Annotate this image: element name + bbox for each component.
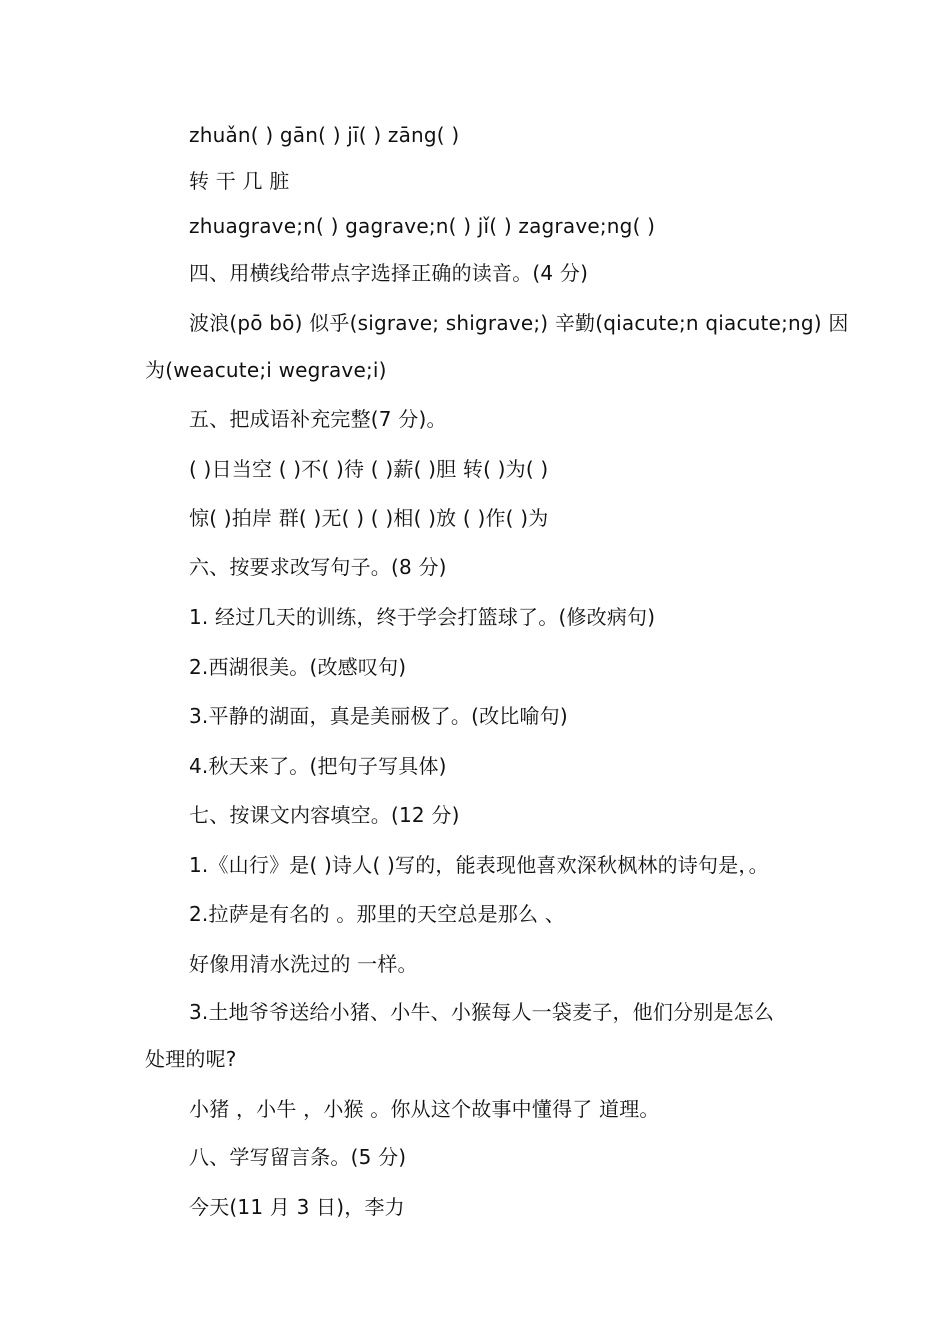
idiom-line-2: 惊( )拍岸 群( )无( ) ( )相( )放 ( )作( )为 bbox=[189, 506, 549, 530]
characters-line: 转 干 几 脏 bbox=[189, 169, 290, 193]
section-8-heading: 八、学写留言条。(5 分) bbox=[189, 1145, 407, 1169]
fill-item-1: 1.《山行》是( )诗人( )写的，能表现他喜欢深秋枫林的诗句是，。 bbox=[189, 853, 769, 877]
section-4-text-1: 波浪(pō bō) 似乎(sigrave; shigrave;) 辛勤(qiacute;n qiacute;ng) 因 bbox=[189, 311, 849, 335]
rewrite-item-3: 3.平静的湖面，真是美丽极了。(改比喻句) bbox=[189, 704, 568, 728]
fill-item-2: 2.拉萨是有名的 。那里的天空总是那么 、 bbox=[189, 902, 565, 926]
rewrite-item-2: 2.西湖很美。(改感叹句) bbox=[189, 655, 407, 679]
idiom-line-1: ( )日当空 ( )不( )待 ( )薪( )胆 转( )为( ) bbox=[189, 457, 549, 481]
fill-item-2-cont: 好像用清水洗过的 一样。 bbox=[189, 952, 418, 976]
section-4-text-2: 为(weacute;i wegrave;i) bbox=[145, 358, 387, 382]
section-5-heading: 五、把成语补充完整(7 分)。 bbox=[189, 407, 447, 431]
section-7-heading: 七、按课文内容填空。(12 分) bbox=[189, 803, 460, 827]
fill-item-3-answers: 小猪 ，小牛 ，小猴 。你从这个故事中懂得了 道理。 bbox=[189, 1097, 660, 1121]
pinyin-line-2: zhuagrave;n( ) gagrave;n( ) jǐ( ) zagrave;ng( ) bbox=[189, 214, 656, 238]
pinyin-line-1: zhuǎn( ) gān( ) jī( ) zāng( ) bbox=[189, 123, 460, 147]
rewrite-item-4: 4.秋天来了。(把句子写具体) bbox=[189, 754, 447, 778]
section-6-heading: 六、按要求改写句子。(8 分) bbox=[189, 555, 447, 579]
fill-item-3-cont: 处理的呢? bbox=[145, 1047, 237, 1071]
rewrite-item-1: 1. 经过几天的训练，终于学会打篮球了。(修改病句) bbox=[189, 605, 656, 629]
message-note-start: 今天(11 月 3 日)，李力 bbox=[189, 1195, 405, 1219]
section-4-heading: 四、用横线给带点字选择正确的读音。(4 分) bbox=[189, 261, 589, 285]
fill-item-3: 3.土地爷爷送给小猪、小牛、小猴每人一袋麦子，他们分别是怎么 bbox=[189, 1000, 775, 1024]
